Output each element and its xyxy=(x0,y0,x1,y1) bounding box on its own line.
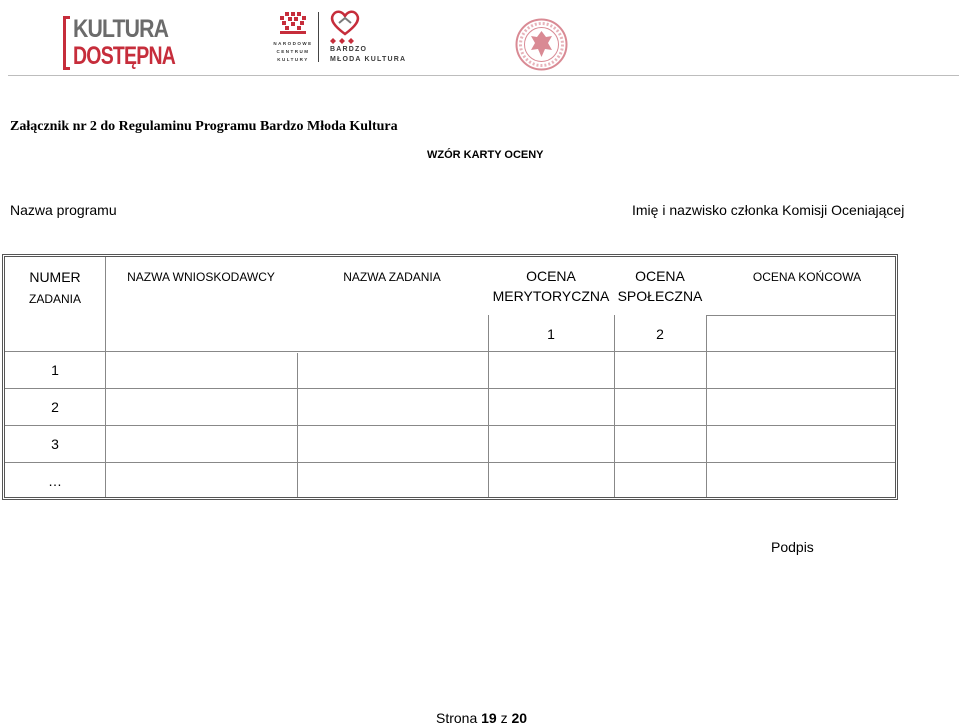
diamond-dots-icon xyxy=(330,38,354,44)
row-divider xyxy=(5,462,895,463)
bmk-line-2: MŁODA KULTURA xyxy=(330,56,407,63)
header-divider xyxy=(8,75,959,76)
header-spoleczna-text: SPOŁECZNA xyxy=(617,288,703,304)
footer-prefix: Strona xyxy=(436,710,482,726)
kultura-dostepna-logo xyxy=(63,14,176,72)
subheader-1: 1 xyxy=(547,326,555,342)
row-divider xyxy=(5,425,895,426)
row-number: … xyxy=(48,473,62,489)
program-name-label: Nazwa programu xyxy=(10,202,117,218)
logo-word-kultura: KULTURA xyxy=(73,15,169,43)
document-title: Załącznik nr 2 do Regulaminu Programu Bardzo Młoda Kultura xyxy=(10,119,398,134)
subheader-2: 2 xyxy=(656,326,664,342)
row-number: 2 xyxy=(51,399,59,415)
nck-logo xyxy=(270,12,316,64)
header-ocena-text: OCENA xyxy=(526,268,576,284)
header-ocena-spoleczna xyxy=(614,266,706,306)
page-footer xyxy=(436,710,527,726)
nck-line-2: CENTRUM xyxy=(276,49,310,54)
heart-hands-icon xyxy=(330,10,360,36)
header-numer-text: NUMER xyxy=(29,269,81,285)
footer-page: 19 xyxy=(481,710,497,726)
committee-member-label: Imię i nazwisko członka Komisji Oceniającej xyxy=(632,202,905,218)
col-divider xyxy=(706,315,707,497)
bardzo-mloda-kultura-logo xyxy=(330,10,420,66)
header-koncowa-text: OCENA KOŃCOWA xyxy=(752,270,862,284)
footer-total: 20 xyxy=(511,710,528,726)
col-divider xyxy=(105,257,106,497)
row-number: 1 xyxy=(51,362,59,378)
ministry-seal-icon xyxy=(514,17,569,72)
row-divider xyxy=(5,351,895,352)
document-subtitle: WZÓR KARTY OCENY xyxy=(427,149,544,161)
header-ocena-merytoryczna xyxy=(488,266,614,306)
row-divider xyxy=(5,388,895,389)
header-nazwa-wnioskodawcy xyxy=(105,267,297,287)
evaluation-table xyxy=(2,254,898,500)
header-zadania-name-text: NAZWA ZADANIA xyxy=(343,270,441,284)
header-merytoryczna-text: MERYTORYCZNA xyxy=(492,288,610,304)
header-ocena-text: OCENA xyxy=(635,268,685,284)
bmk-line-1: BARDZO xyxy=(330,46,368,53)
header-ocena-koncowa xyxy=(706,267,908,287)
header-wnioskodawcy-text: NAZWA WNIOSKODAWCY xyxy=(127,270,275,284)
header-numer-zadania xyxy=(5,267,105,310)
nck-building-icon xyxy=(280,12,306,36)
signature-label: Podpis xyxy=(771,539,814,555)
logo-bracket xyxy=(63,16,70,70)
nck-line-1: NARODOWE xyxy=(273,41,313,46)
header-nazwa-zadania xyxy=(297,267,487,287)
row-number: 3 xyxy=(51,436,59,452)
logo-word-dostepna: DOSTĘPNA xyxy=(73,42,176,70)
footer-mid: z xyxy=(496,710,512,726)
header-zadania-text: ZADANIA xyxy=(28,292,81,306)
row-divider xyxy=(706,315,895,316)
logo-divider xyxy=(318,12,319,62)
nck-line-3: KULTURY xyxy=(277,57,309,62)
